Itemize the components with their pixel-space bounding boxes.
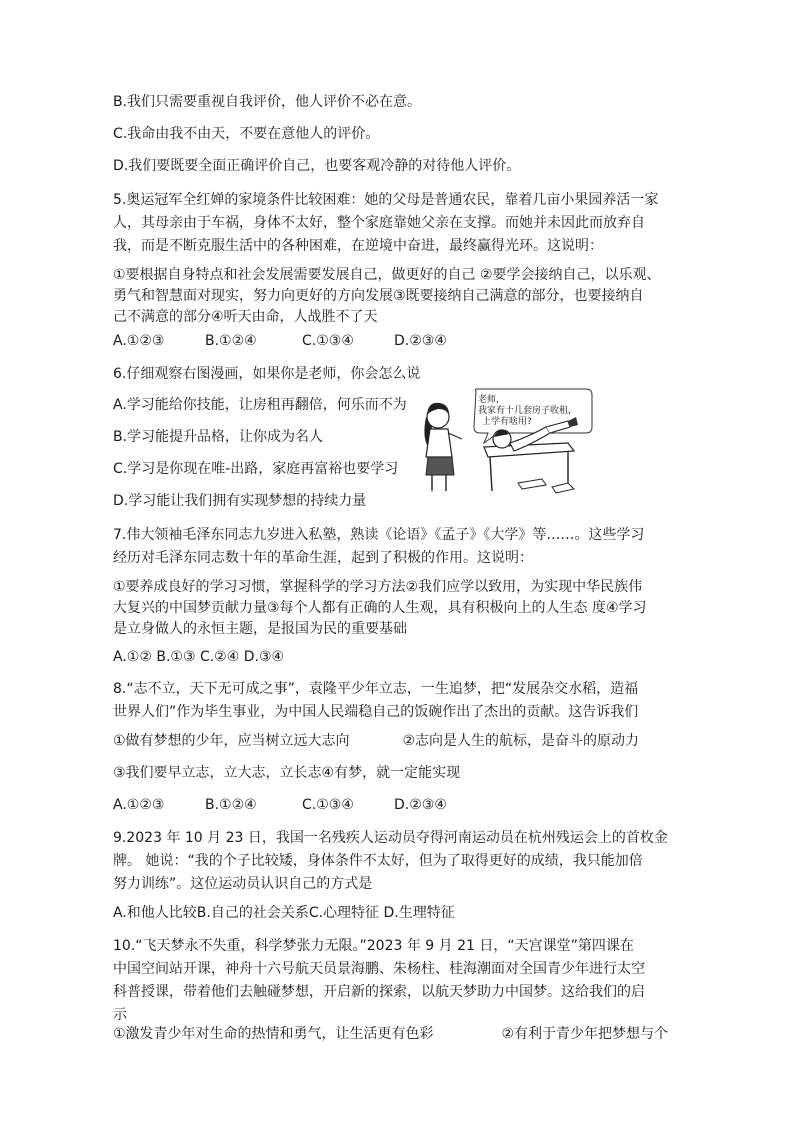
q7-stem-line: 7.伟大领袖毛泽东同志九岁进入私塾，熟读《论语》《孟子》《大学》等……。这些学习 [113,527,645,543]
q8-statement-1: ①做有梦想的少年，应当树立远大志向 [113,733,350,749]
q10-stem-line: 10.“飞天梦永不失重，科学梦张力无限。”2023 年 9 月 21 日，“天宫课堂”第四课在 [113,938,634,954]
q5-stem-line: 人，其母亲由于车祸，身体不太好，整个家庭靠她父亲在支撑。而她并未因此而放弃自 [113,215,645,231]
q7-options: A.①② B.①③ C.②④ D.③④ [113,649,285,665]
q5-option-d: D.②③④ [394,333,447,349]
q6-option-d: D.学习能让我们拥有实现梦想的持续力量 [113,493,367,509]
q5-statement-line: 勇气和智慧面对现实，努力向更好的方向发展③既要接纳自己满意的部分，也要接纳自 [113,288,644,304]
q8-stem-line: 世界人们”作为毕生事业，为中国人民端稳自己的饭碗作出了杰出的贡献。这告诉我们 [113,704,639,720]
q9-stem-line: 努力训练”。这位运动员认识自己的方式是 [113,876,373,892]
q5-options [113,331,447,351]
q7-statement-line: 大复兴的中国梦贡献力量③每个人都有正确的人生观，具有积极向上的人生态 度④学习 [113,600,647,616]
q7-statement-line: 是立身做人的永恒主题，是报国为民的重要基础 [113,621,407,637]
q6-option-a: A.学习能给你技能，让房租再翻倍，何乐而不为 [113,397,407,413]
q9-options: A.和他人比较B.自己的社会关系C.心理特征 D.生理特征 [113,905,455,921]
q5-option-b: B.①②④ [205,333,257,349]
q8-stem-line: 8.“志不立，天下无可成之事”，袁隆平少年立志，一生追梦，把“发展杂交水稻，造福 [113,681,639,697]
q9-stem-line: 9.2023 年 10 月 23 日，我国一名残疾人运动员夺得河南运动员在杭州残运会上的首枚金 [113,830,668,846]
q8-option-c: C.①③④ [302,797,354,813]
q10-statement-2: ②有利于青少年把梦想与个 [501,1026,669,1042]
cartoon-speech-bubble [478,395,588,428]
q8-option-d: D.②③④ [394,797,447,813]
q5-option-c: C.①③④ [302,333,354,349]
q7-statement-line: ①要养成良好的学习习惯，掌握科学的学习方法②我们应学以致用，为实现中华民族伟 [113,579,643,595]
q9-stem-line: 牌。 她说：“我的个子比较矮，身体条件不太好，但为了取得更好的成绩，我只能加倍 [113,853,643,869]
q6-stem: 6.仔细观察右图漫画，如果你是老师，你会怎么说 [113,366,421,382]
q5-option-a: A.①②③ [113,333,165,349]
q7-stem-line: 经历对毛泽东同志数十年的革命生涯，起到了积极的作用。这说明： [113,550,533,566]
q10-stem-line: 示 [113,1007,127,1023]
q8-statement-3: ③我们要早立志，立大志，立长志④有梦，就一定能实现 [113,765,461,781]
q5-stem-line: 我，而是不断克服生活中的各种困难，在逆境中奋进，最终赢得光环。这说明： [113,238,603,254]
cartoon-illustration [418,387,596,497]
q8-options [113,795,447,815]
q4-option-b: B.我们只需要重视自我评价，他人评价不必在意。 [113,94,422,110]
q6-option-b: B.学习能提升品格，让你成为名人 [113,429,324,445]
q10-stem-line: 科普授课，带着他们去触碰梦想，开启新的探索，以航天梦助力中国梦。这给我们的启 [113,984,645,1000]
q6-option-c: C.学习是你现在唯-出路，家庭再富裕也要学习 [113,461,399,477]
caption-line: 老师， [478,395,506,405]
q4-option-d: D.我们要既要全面正确评价自己，也要客观冷静的对待他人评价。 [113,158,521,174]
q4-option-c: C.我命由我不由天，不要在意他人的评价。 [113,126,380,142]
q8-statement-2: ②志向是人生的航标，是奋斗的原动力 [402,733,640,749]
caption-line: 我家有十几套房子收租， [478,406,578,416]
q5-statement-line: ①要根据自身特点和社会发展需要发展自己，做更好的自己 ②要学会接纳自己，以乐观、 [113,267,661,283]
q5-stem-line: 5.奥运冠军全红婵的家境条件比较困难：她的父母是普通农民，靠着几亩小果园养活一家 [113,192,659,208]
q8-statements-row [113,731,639,751]
caption-line: 上学有啥用? [482,417,532,427]
q10-statement-1: ①激发青少年对生命的热情和勇气，让生活更有色彩 [113,1026,434,1042]
q10-statements-row [113,1024,668,1044]
q10-stem-line: 中国空间站开课，神舟十六号航天员景海鹏、朱杨柱、桂海潮面对全国青少年进行太空 [113,961,645,977]
q5-statement-line: 己不满意的部分④听天由命，人战胜不了天 [113,309,378,325]
q8-option-b: B.①②④ [205,797,257,813]
q8-option-a: A.①②③ [113,797,165,813]
